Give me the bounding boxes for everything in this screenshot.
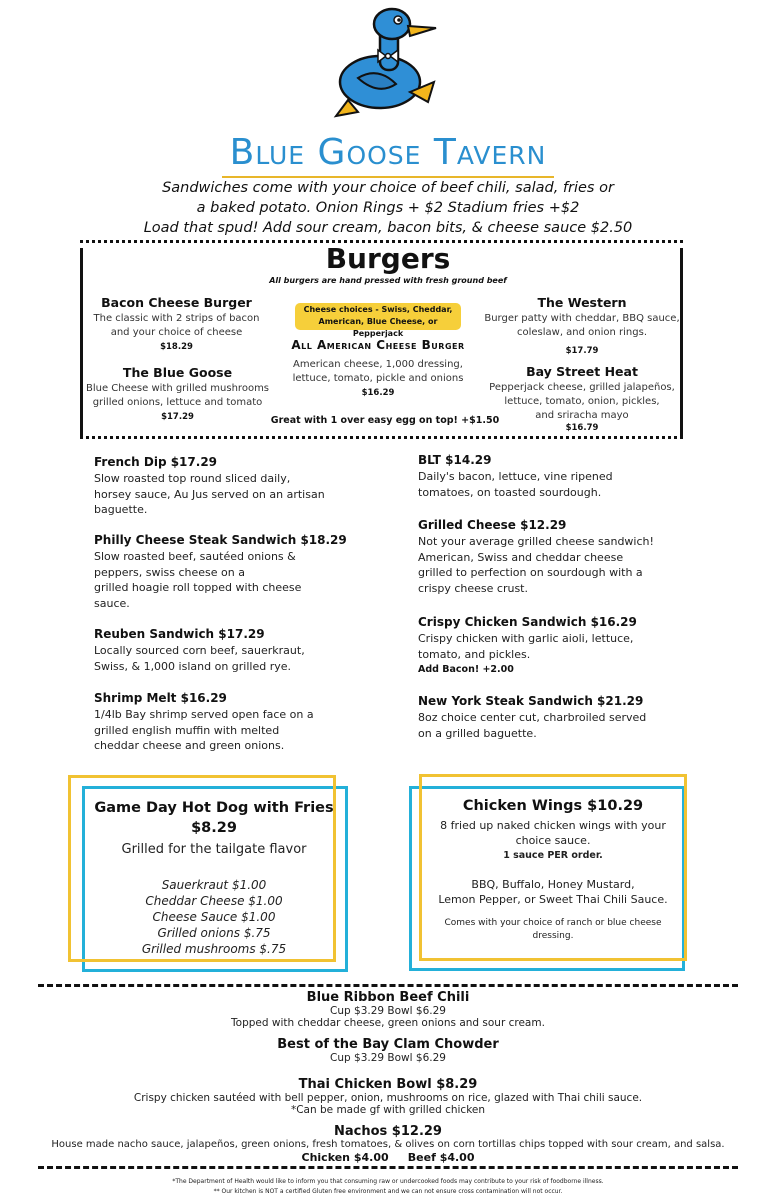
burger-desc: lettuce, tomato, pickle and onions: [292, 373, 464, 384]
bowl-item: [0, 1077, 776, 1116]
bowl-line: House made nacho sauce, jalapeños, green onions, fresh tomatoes, & olives on corn tortillas chips topped with sour cream, and salsa.: [51, 1139, 725, 1150]
sandwich-name: Philly Cheese Steak Sandwich $18.29: [94, 533, 347, 547]
footer-note: *The Department of Health would like to inform you that consuming raw or undercooked foods may contribute to your risk of foodborne illness.: [172, 1178, 604, 1185]
sandwich-desc: tomato, and pickles.: [418, 647, 531, 661]
sandwich-desc: Locally sourced corn beef, sauerkraut,: [94, 644, 305, 657]
sandwich-desc: Not your average grilled cheese sandwich!: [418, 535, 654, 548]
sandwich-desc: horsey sauce, Au Jus served on an artisan: [94, 487, 325, 501]
burger-name: All American Cheese Burger: [291, 338, 465, 352]
sandwich-desc: Daily's bacon, lettuce, vine ripened: [418, 470, 613, 483]
burgers-heading: Burgers: [325, 242, 451, 275]
burger-item: [84, 294, 269, 354]
intro-line: Sandwiches come with your choice of beef chili, salad, fries or: [162, 180, 614, 196]
hotdog-addons: [84, 877, 344, 957]
cheese-choices-line: Cheese choices - Swiss, Cheddar,: [303, 305, 453, 314]
burgers-subheading: All burgers are hand pressed with fresh ground beef: [269, 276, 507, 285]
sandwich-desc: Crispy chicken with garlic aioli, lettuce,: [418, 632, 634, 645]
sandwich-desc: Slow roasted top round sliced daily,: [94, 472, 291, 485]
burger-price: $17.79: [565, 346, 599, 356]
sandwich-item: [418, 517, 718, 596]
burger-item: [478, 294, 686, 358]
bowl-item: [0, 1037, 776, 1064]
hotdog-title: Game Day Hot Dog with Fries: [94, 800, 334, 816]
burger-name: The Western: [537, 295, 627, 310]
sandwich-name: Grilled Cheese $12.29: [418, 518, 567, 532]
burger-item: [282, 338, 474, 400]
wings-sauces: Lemon Pepper, or Sweet Thai Chili Sauce.: [438, 893, 668, 906]
bowl-line: *Can be made gf with grilled chicken: [290, 1104, 486, 1116]
burger-desc: Blue Cheese with grilled mushrooms: [85, 383, 270, 394]
sandwich-desc: American, Swiss and cheddar cheese: [418, 550, 624, 564]
sandwich-desc: Slow roasted beef, sautéed onions &: [94, 550, 296, 563]
sandwich-desc: crispy cheese crust.: [418, 581, 528, 595]
burger-name: Bacon Cheese Burger: [101, 295, 252, 310]
footer-notes: [0, 1177, 776, 1197]
hotdog-addon: Sauerkraut $1.00: [161, 878, 267, 892]
bowl-line: Cup $3.29 Bowl $6.29: [330, 1052, 446, 1064]
burger-item: [484, 363, 680, 433]
hotdog-subtitle: Grilled for the tailgate flavor: [121, 842, 307, 857]
burger-price: $16.29: [361, 388, 395, 398]
sandwich-item: [94, 532, 394, 611]
hotdog-box: [84, 798, 344, 957]
hotdog-addon: Grilled mushrooms $.75: [141, 942, 287, 956]
hotdog-addon: Grilled onions $.75: [157, 926, 271, 940]
burger-price: $18.29: [160, 342, 193, 352]
burger-desc: lettuce, tomato, onion, pickles,: [504, 396, 660, 407]
sandwich-desc: 1/4lb Bay shrimp served open face on a: [94, 708, 314, 721]
divider-bottom: [38, 1166, 738, 1169]
bowl-line: Cup $3.29 Bowl $6.29: [330, 1005, 446, 1017]
sandwich-name: BLT $14.29: [418, 453, 492, 467]
intro-text: [0, 178, 776, 238]
sandwich-desc: sauce.: [94, 596, 130, 610]
sandwich-desc: cheddar cheese and green onions.: [94, 739, 285, 752]
blue-goose-logo-icon: [318, 4, 448, 130]
wings-desc: choice sauce.: [515, 834, 591, 847]
bowl-line: Topped with cheddar cheese, green onions and sour cream.: [231, 1017, 545, 1029]
bowl-name: Nachos $12.29: [334, 1124, 442, 1139]
sandwich-desc: grilled english muffin with melted: [94, 723, 280, 737]
sandwich-name: Reuben Sandwich $17.29: [94, 627, 265, 641]
hotdog-addon: Cheese Sauce $1.00: [152, 910, 276, 924]
sandwich-item: [94, 690, 394, 754]
burger-desc: American cheese, 1,000 dressing,: [293, 359, 463, 370]
burger-price: $16.79: [565, 423, 599, 433]
bowl-item: [0, 990, 776, 1029]
sandwich-desc: tomatoes, on toasted sourdough.: [418, 485, 602, 499]
sandwich-desc: peppers, swiss cheese on a: [94, 565, 245, 579]
bowl-item: [0, 1124, 776, 1164]
bowl-name: Blue Ribbon Beef Chili: [306, 990, 470, 1005]
wings-box: [420, 798, 686, 943]
intro-line: a baked potato. Onion Rings + $2 Stadium fries +$2: [196, 200, 580, 216]
wings-title: Chicken Wings $10.29: [462, 798, 644, 814]
sandwich-desc: 8oz choice center cut, charbroiled served: [418, 711, 647, 724]
sandwich-item: [418, 452, 718, 500]
burger-desc: and sriracha mayo: [535, 410, 629, 421]
sandwich-item: [418, 693, 718, 741]
footer-note: ** Our kitchen is NOT a certified Gluten free environment and we can not ensure cross contamination will not occur.: [213, 1188, 563, 1195]
bowl-line: Crispy chicken sautéed with bell pepper, onion, mushrooms on rice, glazed with Thai chili sauce.: [133, 1092, 643, 1104]
cheese-choices-line: American, Blue Cheese, or Pepperjack: [318, 317, 438, 338]
sandwich-desc: baguette.: [94, 503, 148, 516]
bowl-name: Thai Chicken Bowl $8.29: [298, 1077, 478, 1092]
wings-desc: 8 fried up naked chicken wings with your: [440, 819, 666, 832]
sandwich-addon: Add Bacon! +2.00: [418, 664, 514, 675]
intro-line: Load that spud! Add sour cream, bacon bits, & cheese sauce $2.50: [143, 220, 633, 236]
sandwich-desc: on a grilled baguette.: [418, 726, 537, 740]
burger-desc: Burger patty with cheddar, BBQ sauce,: [484, 313, 680, 324]
sandwich-item: [94, 454, 394, 518]
sandwich-name: French Dip $17.29: [94, 455, 218, 469]
wings-sauce-note: 1 sauce PER order.: [503, 850, 603, 861]
burger-desc: grilled onions, lettuce and tomato: [92, 397, 263, 408]
sandwich-desc: Swiss, & 1,000 island on grilled rye.: [94, 659, 292, 673]
bowl-addons: Chicken $4.00 Beef $4.00: [301, 1151, 475, 1164]
hotdog-price: $8.29: [191, 820, 237, 836]
burger-desc: Pepperjack cheese, grilled jalapeños,: [489, 382, 675, 393]
sandwich-name: New York Steak Sandwich $21.29: [418, 694, 644, 708]
sandwich-name: Crispy Chicken Sandwich $16.29: [418, 615, 637, 629]
bowl-name: Best of the Bay Clam Chowder: [277, 1037, 499, 1052]
restaurant-title: Blue Goose Tavern: [229, 132, 547, 173]
sandwich-item: [418, 614, 718, 678]
cheese-choices-badge: [295, 303, 461, 338]
wings-sauces: BBQ, Buffalo, Honey Mustard,: [471, 878, 635, 891]
sandwich-name: Shrimp Melt $16.29: [94, 691, 227, 705]
sandwich-item: [94, 626, 394, 674]
wings-dressing: Comes with your choice of ranch or blue cheese: [444, 918, 662, 928]
hotdog-addon: Cheddar Cheese $1.00: [145, 894, 283, 908]
sandwich-desc: grilled to perfection on sourdough with a: [418, 566, 643, 579]
divider-top: [38, 984, 738, 987]
sandwich-desc: grilled hoagie roll topped with cheese: [94, 581, 302, 594]
burger-item: [80, 364, 275, 424]
burger-desc: The classic with 2 strips of bacon: [93, 313, 260, 324]
wings-dressing: dressing.: [532, 931, 574, 941]
burger-name: The Blue Goose: [122, 365, 233, 380]
egg-note: Great with 1 over easy egg on top! +$1.50: [270, 415, 500, 426]
burger-name: Bay Street Heat: [526, 364, 638, 379]
burger-price: $17.29: [161, 412, 194, 422]
burger-desc: coleslaw, and onion rings.: [516, 327, 648, 338]
burger-desc: and your choice of cheese: [110, 327, 243, 338]
